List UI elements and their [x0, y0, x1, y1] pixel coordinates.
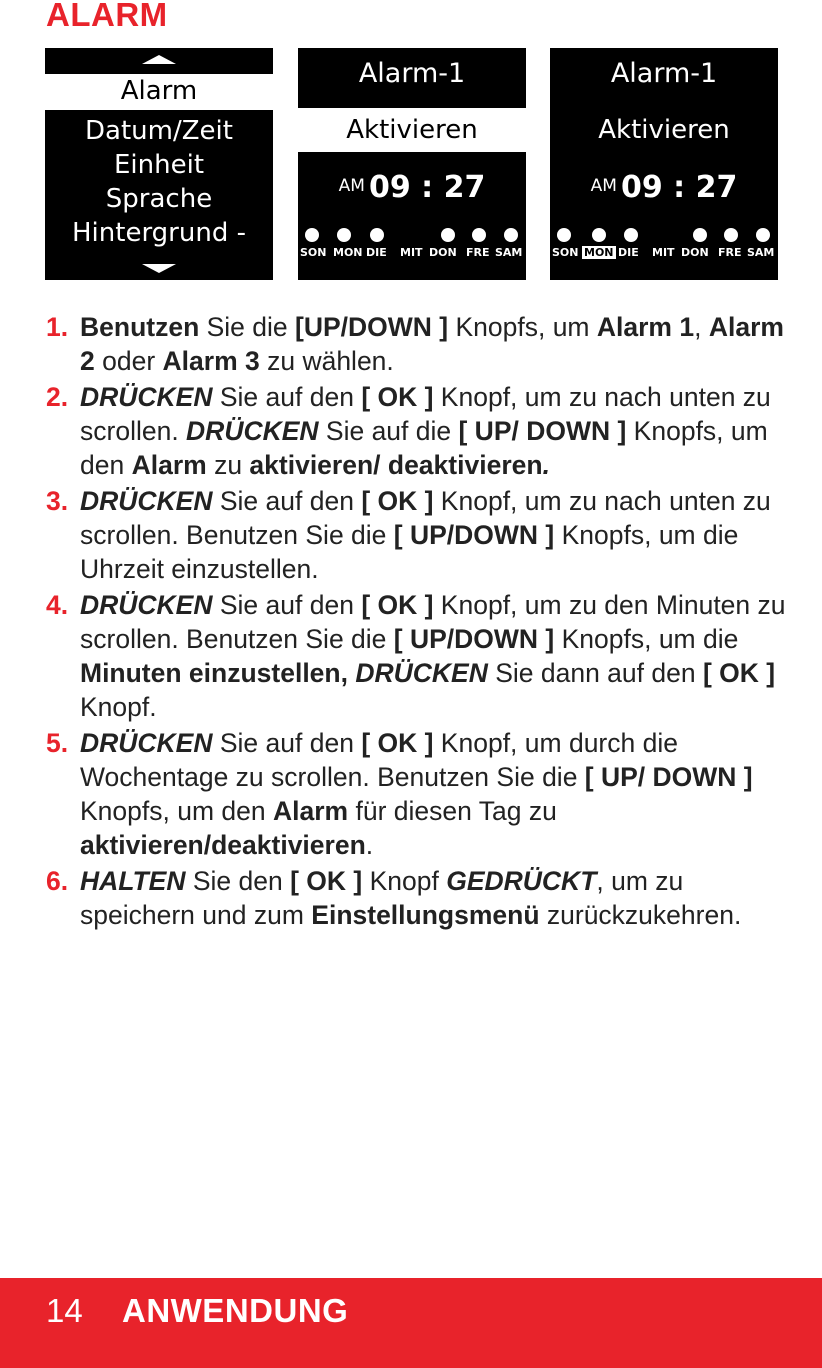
day-dot — [756, 228, 770, 242]
day-label: MIT — [400, 246, 423, 259]
page-number: 14 — [46, 1292, 83, 1329]
clock-value: 09 : 27 — [368, 170, 486, 205]
step-text: [ UP/ DOWN ] — [584, 762, 753, 792]
day-dot — [370, 228, 384, 242]
day-dot — [693, 228, 707, 242]
step-text: Knopf, um durch die Wochentage zu scrollen. Benutzen Sie die — [80, 728, 678, 792]
menu-screen — [45, 48, 273, 280]
day-label: DIE — [366, 246, 387, 259]
step-text: [ UP/DOWN ] — [393, 624, 555, 654]
step-text: DRÜCKEN — [355, 658, 488, 688]
day-label: SON — [552, 246, 579, 259]
day-dot — [724, 228, 738, 242]
page-footer — [0, 1278, 822, 1368]
menu-item-hintergrund: Hintergrund - — [72, 218, 246, 248]
section-title: ALARM — [46, 0, 168, 33]
menu-item-datum-zeit: Datum/Zeit — [85, 116, 233, 146]
step-text: Knopf, um zu den Minuten zu scrollen. Benutzen Sie die — [80, 590, 786, 654]
instruction-step — [46, 484, 786, 586]
step-text: Knopf. — [80, 692, 157, 722]
step-text: Knopf — [362, 866, 447, 896]
step-text: Einstellungsmenü — [311, 900, 540, 930]
day-label: SON — [300, 246, 327, 259]
day-dot — [557, 228, 571, 242]
day-dot — [305, 228, 319, 242]
day-label: DON — [429, 246, 457, 259]
step-text: Alarm 2 — [80, 312, 784, 376]
weekday-labels — [550, 246, 778, 262]
step-text: Knopfs, um die Uhrzeit einzustellen. — [80, 520, 739, 584]
step-text: [UP/DOWN ] — [295, 312, 449, 342]
step-text: [ UP/DOWN ] — [393, 520, 555, 550]
step-text: [ UP/ DOWN ] — [458, 416, 627, 446]
step-text: DRÜCKEN — [80, 590, 213, 620]
step-text: Minuten einzustellen, — [80, 658, 348, 688]
step-text: [ OK ] — [361, 382, 434, 412]
step-text: [ OK ] — [361, 590, 434, 620]
day-label: DIE — [618, 246, 639, 259]
step-text: , — [694, 312, 709, 342]
step-text: Sie auf den — [212, 590, 362, 620]
step-number: 1. — [46, 312, 69, 342]
day-dot — [472, 228, 486, 242]
step-text: aktivieren/deaktivieren — [80, 830, 366, 860]
alarm-header: Alarm-1 — [358, 58, 466, 89]
step-text: Sie die — [199, 312, 296, 342]
step-text: Knopfs, um die — [554, 624, 739, 654]
day-label: FRE — [466, 246, 490, 259]
step-text: HALTEN — [80, 866, 186, 896]
alarm-screen-weekday — [550, 48, 778, 280]
instruction-step — [46, 380, 786, 482]
day-label: FRE — [718, 246, 742, 259]
day-label: SAM — [747, 246, 775, 259]
step-number: 2. — [46, 382, 69, 412]
step-text: GEDRÜCKT — [446, 866, 597, 896]
step-text: aktivieren/ deaktivieren — [249, 450, 543, 480]
day-dot — [624, 228, 638, 242]
alarm-time — [298, 170, 526, 205]
step-number: 6. — [46, 866, 69, 896]
activate-option: Aktivieren — [598, 115, 730, 145]
step-text: für diesen Tag zu — [348, 796, 557, 826]
day-dot — [441, 228, 455, 242]
step-text: oder — [94, 346, 163, 376]
day-label: DON — [681, 246, 709, 259]
step-text: Sie auf den — [212, 486, 362, 516]
footer-section-title: ANWENDUNG — [122, 1292, 349, 1329]
step-text: [ OK ] — [290, 866, 363, 896]
step-text: [ OK ] — [361, 728, 434, 758]
step-text: [ OK ] — [361, 486, 434, 516]
day-label-selected: MON — [584, 246, 614, 259]
day-indicators — [550, 228, 778, 242]
step-text: Sie den — [185, 866, 291, 896]
day-label: MON — [333, 246, 363, 259]
down-arrow-icon — [142, 264, 176, 273]
step-text: DRÜCKEN — [80, 486, 213, 516]
step-text: zu wählen. — [259, 346, 394, 376]
instruction-step — [46, 864, 786, 932]
clock-value: 09 : 27 — [620, 170, 738, 205]
step-number: 4. — [46, 590, 69, 620]
day-dot — [504, 228, 518, 242]
step-text: Sie auf die — [318, 416, 459, 446]
day-dot — [337, 228, 351, 242]
up-arrow-icon — [142, 55, 176, 64]
step-text: Alarm 1 — [596, 312, 695, 342]
alarm-screen-activate — [298, 48, 526, 280]
menu-item-alarm: Alarm — [45, 74, 273, 110]
day-label: SAM — [495, 246, 523, 259]
menu-item-einheit: Einheit — [113, 150, 205, 180]
step-text: Knopfs, um den — [80, 796, 273, 826]
instruction-step — [46, 310, 786, 378]
step-number: 3. — [46, 486, 69, 516]
instruction-step — [46, 726, 786, 862]
day-indicators — [298, 228, 526, 242]
step-text: zurückzukehren. — [539, 900, 742, 930]
step-text: zu — [206, 450, 250, 480]
step-text: . — [542, 450, 550, 480]
day-label: MIT — [652, 246, 675, 259]
step-number: 5. — [46, 728, 69, 758]
step-text: Knopf, um zu nach unten zu scrollen. Benutzen Sie die — [80, 486, 771, 550]
step-text: Knopfs, um — [448, 312, 597, 342]
ampm-label: AM — [590, 175, 617, 196]
step-text: Knopf, um zu nach unten zu scrollen. — [80, 382, 771, 446]
step-text: Sie auf den — [212, 382, 362, 412]
step-text: Alarm 3 — [162, 346, 260, 376]
step-text: . — [365, 830, 374, 860]
instruction-step — [46, 588, 786, 724]
alarm-header: Alarm-1 — [610, 58, 718, 89]
step-text: Alarm — [272, 796, 349, 826]
instruction-list — [46, 310, 786, 934]
step-text: Knopfs, um den — [80, 416, 768, 480]
activate-option: Aktivieren — [298, 108, 526, 152]
step-text: DRÜCKEN — [80, 382, 213, 412]
weekday-labels — [298, 246, 526, 262]
step-text: Benutzen — [80, 312, 200, 342]
day-dot — [592, 228, 606, 242]
step-text: DRÜCKEN — [186, 416, 319, 446]
menu-item-sprache: Sprache — [105, 184, 213, 214]
alarm-time — [550, 170, 778, 205]
step-text: Alarm — [131, 450, 207, 480]
step-text: DRÜCKEN — [80, 728, 213, 758]
step-text: [ OK ] — [702, 658, 776, 688]
ampm-label: AM — [338, 175, 365, 196]
step-text: Sie dann auf den — [487, 658, 703, 688]
step-text: , um zu speichern und zum — [80, 866, 684, 930]
menu-top-bar — [45, 48, 273, 74]
step-text: Sie auf den — [212, 728, 362, 758]
